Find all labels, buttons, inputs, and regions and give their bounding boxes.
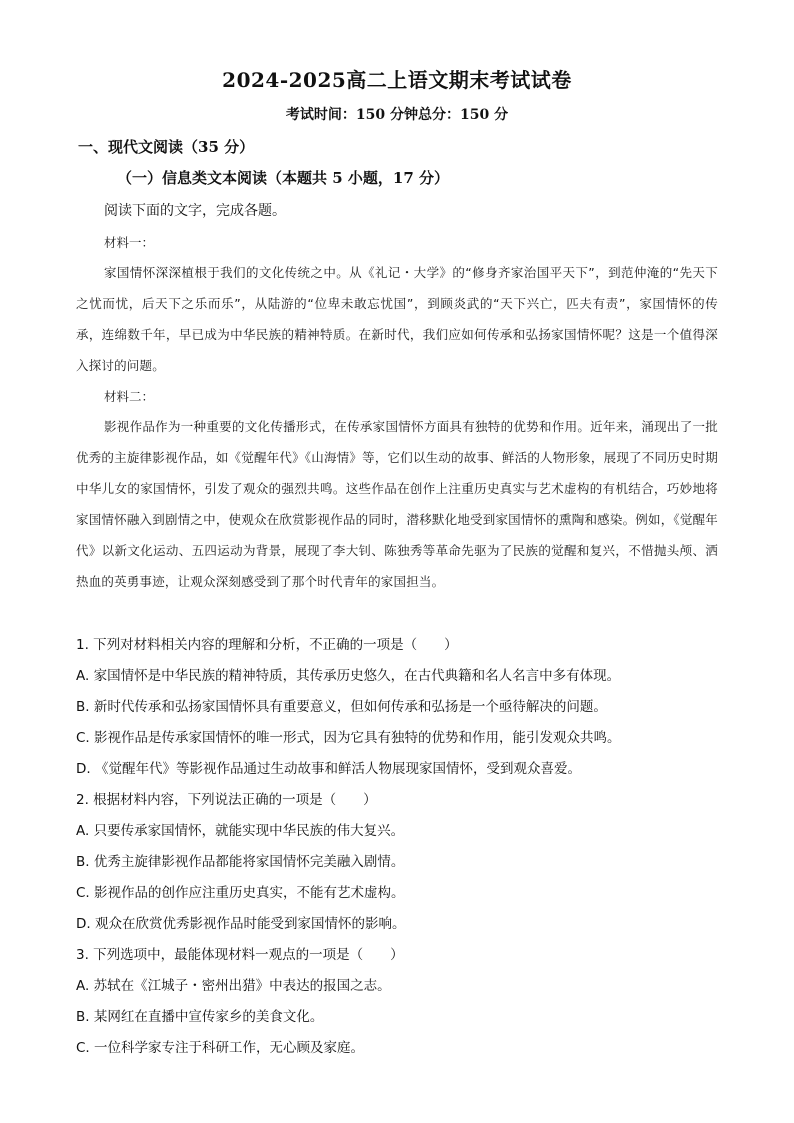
exam-title: 2024-2025高二上语文期末考试试卷: [222, 68, 572, 92]
section-heading: 一、现代文阅读（35 分）: [78, 138, 255, 156]
subsection-heading: （一）信息类文本阅读（本题共 5 小题，17 分）: [117, 169, 449, 187]
material-one-text: 家国情怀深深植根于我们的文化传统之中。从《礼记・大学》的“修身齐家治国平天下”，到范仲淹的“先天下之忧而忧，后天下之乐而乐”，从陆游的“位卑未敢忘忧国”，到顾炎武的“天下兴亡，匹夫有责”，家国情怀的传承，连绵数千年，早已成为中华民族的精神特质。在新时代，我们应如何传承和弘扬家国情怀呢？这是一个值得深入探讨的问题。: [76, 265, 718, 373]
question-2-option-b: B. 优秀主旋律影视作品都能将家国情怀完美融入剧情。: [76, 854, 405, 870]
reading-instruction: 阅读下面的文字，完成各题。: [104, 203, 286, 219]
question-2-option-d: D. 观众在欣赏优秀影视作品时能受到家国情怀的影响。: [76, 916, 406, 932]
question-3-option-b: B. 某网红在直播中宣传家乡的美食文化。: [76, 1009, 324, 1025]
question-list: [76, 630, 736, 1064]
material-two-label: 材料二：: [104, 389, 155, 404]
question-3-option-a: A. 苏轼在《江城子・密州出猎》中表达的报国之志。: [76, 978, 391, 994]
question-3-stem: 3. 下列选项中，最能体现材料一观点的一项是（ ）: [76, 947, 404, 963]
question-1-option-a: A. 家国情怀是中华民族的精神特质，其传承历史悠久，在古代典籍和名人名言中多有体现。: [76, 668, 621, 684]
question-2-stem: 2. 根据材料内容，下列说法正确的一项是（ ）: [76, 792, 377, 808]
question-1-stem: 1. 下列对材料相关内容的理解和分析，不正确的一项是（ ）: [76, 637, 458, 653]
question-1-option-b: B. 新时代传承和弘扬家国情怀具有重要意义，但如何传承和弘扬是一个亟待解决的问题。: [76, 699, 607, 715]
question-2-option-c: C. 影视作品的创作应注重历史真实，不能有艺术虚构。: [76, 885, 405, 901]
exam-time-and-score: 考试时间：150 分钟总分：150 分: [285, 107, 509, 123]
material-one-label: 材料一：: [104, 235, 155, 250]
question-1-option-c: C. 影视作品是传承家国情怀的唯一形式，因为它具有独特的优势和作用，能引发观众共鸣。: [76, 730, 621, 746]
question-3-option-c: C. 一位科学家专注于科研工作，无心顾及家庭。: [76, 1040, 365, 1056]
question-2-option-a: A. 只要传承家国情怀，就能实现中华民族的伟大复兴。: [76, 823, 405, 839]
material-two-text: 影视作品作为一种重要的文化传播形式，在传承家国情怀方面具有独特的优势和作用。近年来，涌现出了一批优秀的主旋律影视作品，如《觉醒年代》《山海情》等，它们以生动的故事、鲜活的人物形象，展现了不同历史时期中华儿女的家国情怀，引发了观众的强烈共鸣。这些作品在创作上注重历史真实与艺术虚构的有机结合，巧妙地将家国情怀融入到剧情之中，使观众在欣赏影视作品的同时，潜移默化地受到家国情怀的熏陶和感染。例如，《觉醒年代》以新文化运动、五四运动为背景，展现了李大钊、陈独秀等革命先驱为了民族的觉醒和复兴，不惜抛头颅、洒热血的英勇事迹，让观众深刻感受到了那个时代青年的家国担当。: [76, 419, 718, 589]
question-1-option-d: D. 《觉醒年代》等影视作品通过生动故事和鲜活人物展现家国情怀，受到观众喜爱。: [76, 761, 581, 777]
